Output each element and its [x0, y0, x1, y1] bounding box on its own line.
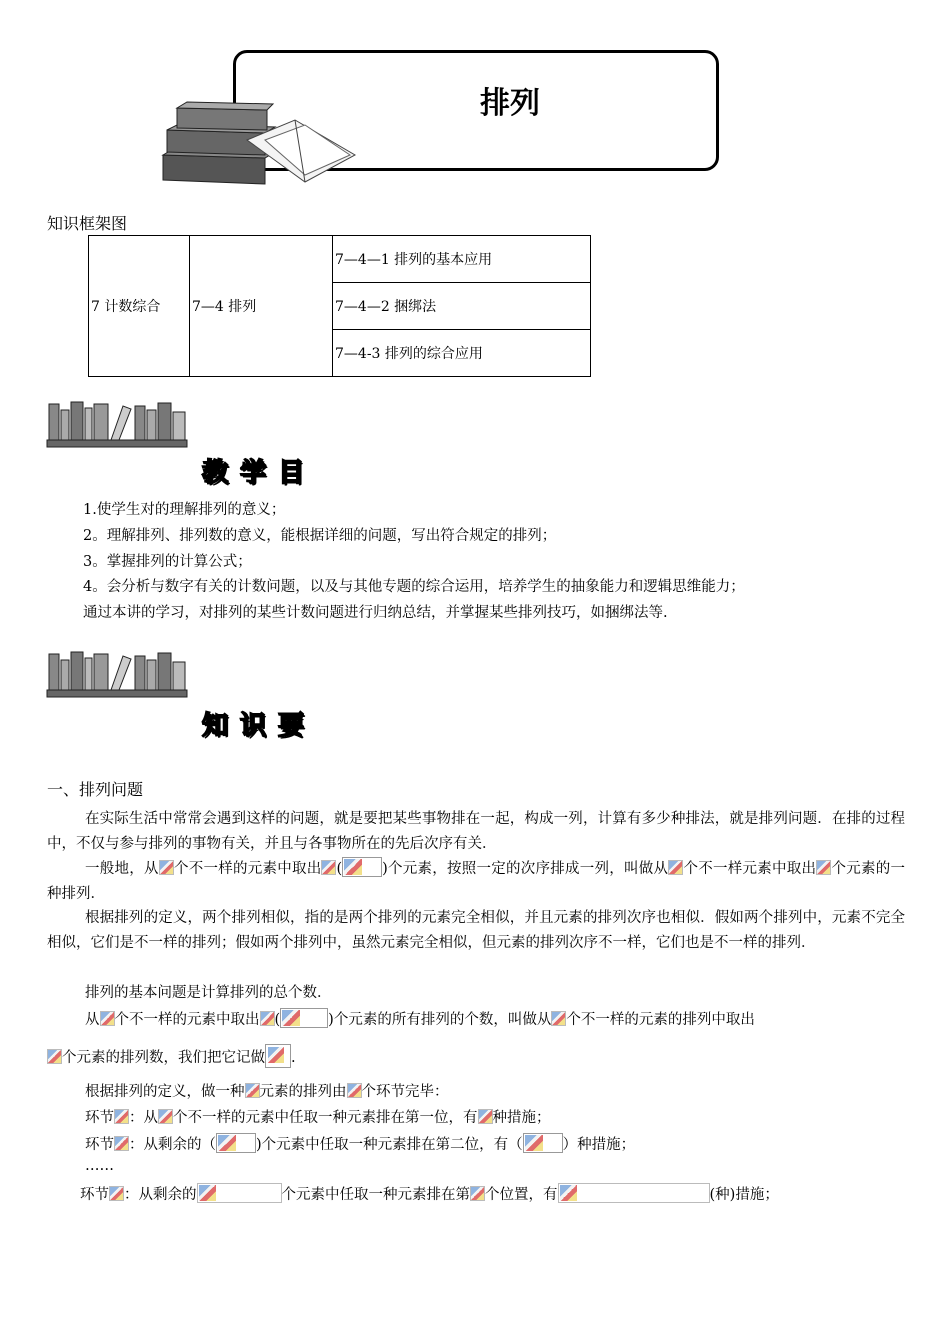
formula-image	[347, 1083, 362, 1098]
paragraph-count-def-cont: 个元素的排列数，我们把它记做 .	[47, 1044, 296, 1068]
ellipsis: ……	[85, 1158, 114, 1174]
formula-image	[470, 1186, 485, 1201]
formula-image	[523, 1133, 563, 1153]
goals-banner: 教学目	[202, 458, 317, 488]
books-illustration	[155, 100, 360, 188]
formula-image	[342, 857, 382, 877]
formula-image	[668, 860, 683, 875]
formula-image	[260, 1011, 275, 1026]
goal-item: 通过本讲的学习，对排列的某些计数问题进行归纳总结，并掌握某些排列技巧，如捆绑法等.	[83, 605, 668, 621]
formula-image	[245, 1083, 260, 1098]
paragraph-same-arrangement: 根据排列的定义，两个排列相似，指的是两个排列的元素完全相似，并且元素的排列次序也相似．假如两个排列中，元素不完全相似，它们是不一样的排列；假如两个排列中，虽然元素完全相似，但元素的排列次序不一样，它们也是不一样的排列．	[47, 910, 905, 951]
formula-image	[197, 1183, 282, 1203]
formula-image	[321, 860, 336, 875]
step-1: 环节 ：从 个不一样的元素中任取一种元素排在第一位，有 种措施；	[85, 1110, 551, 1126]
formula-image	[109, 1186, 124, 1201]
formula-image	[216, 1133, 256, 1153]
bookshelf-icon	[45, 650, 190, 700]
goal-item: 3。掌握排列的计算公式；	[83, 554, 252, 570]
formula-image	[158, 1109, 173, 1124]
framework-item: 7—4—1 排列的基本应用	[333, 236, 591, 283]
framework-item: 7—4-3 排列的综合应用	[333, 330, 591, 377]
framework-col2: 7—4 排列	[190, 236, 333, 377]
knowledge-banner: 知识要	[202, 711, 317, 741]
framework-table	[88, 235, 591, 377]
bookshelf-icon	[45, 400, 190, 450]
formula-image	[114, 1109, 129, 1124]
goal-item: 4。会分析与数字有关的计数问题，以及与其他专题的综合运用，培养学生的抽象能力和逻辑思维能力；	[83, 579, 745, 595]
section-heading: 一、排列问题	[47, 780, 144, 799]
formula-image	[816, 860, 831, 875]
formula-image	[159, 860, 174, 875]
formula-image	[100, 1011, 115, 1026]
paragraph-intro: 在实际生活中常常会遇到这样的问题，就是要把某些事物排在一起，构成一列，计算有多少种排法，就是排列问题．在排的过程中，不仅与参与排列的事物有关，并且与各事物所在的先后次序有关．	[47, 811, 905, 852]
formula-image	[558, 1183, 710, 1203]
formula-image	[114, 1136, 129, 1151]
framework-label: 知识框架图	[47, 214, 128, 233]
paragraph-steps-intro: 根据排列的定义，做一种 元素的排列由 个环节完毕：	[85, 1084, 449, 1100]
paragraph-basic-problem: 排列的基本问题是计算排列的总个数．	[85, 985, 332, 1001]
step-2: 环节 ：从剩余的（ )个元素中任取一种元素排在第二位，有（ ）种措施；	[85, 1133, 635, 1155]
permutation-symbol-image	[265, 1044, 291, 1068]
formula-image	[551, 1011, 566, 1026]
formula-image	[47, 1049, 62, 1064]
paragraph-count-def: 从 个不一样的元素中取出 ( )个元素的所有排列的个数，叫做从 个不一样的元素的排列中取出	[85, 1008, 755, 1030]
framework-col1: 7 计数综合	[89, 236, 190, 377]
goal-item: 2。理解排列、排列数的意义，能根据详细的问题，写出符合规定的排列；	[83, 528, 557, 544]
page-title: 排列	[480, 86, 540, 121]
goal-item: 1.使学生对的理解排列的意义；	[83, 502, 286, 518]
formula-image	[478, 1109, 493, 1124]
paragraph-definition: 一般地，从 个不一样的元素中取出 ( )个元素，按照一定的次序排成一列，叫做从 个不一样元素中取出 个元素的一种排列．	[47, 857, 905, 907]
step-m: 环节 ：从剩余的 个元素中任取一种元素排在第 个位置，有 (种)措施；	[80, 1183, 779, 1205]
framework-item: 7—4—2 捆绑法	[333, 283, 591, 330]
formula-image	[280, 1008, 328, 1028]
